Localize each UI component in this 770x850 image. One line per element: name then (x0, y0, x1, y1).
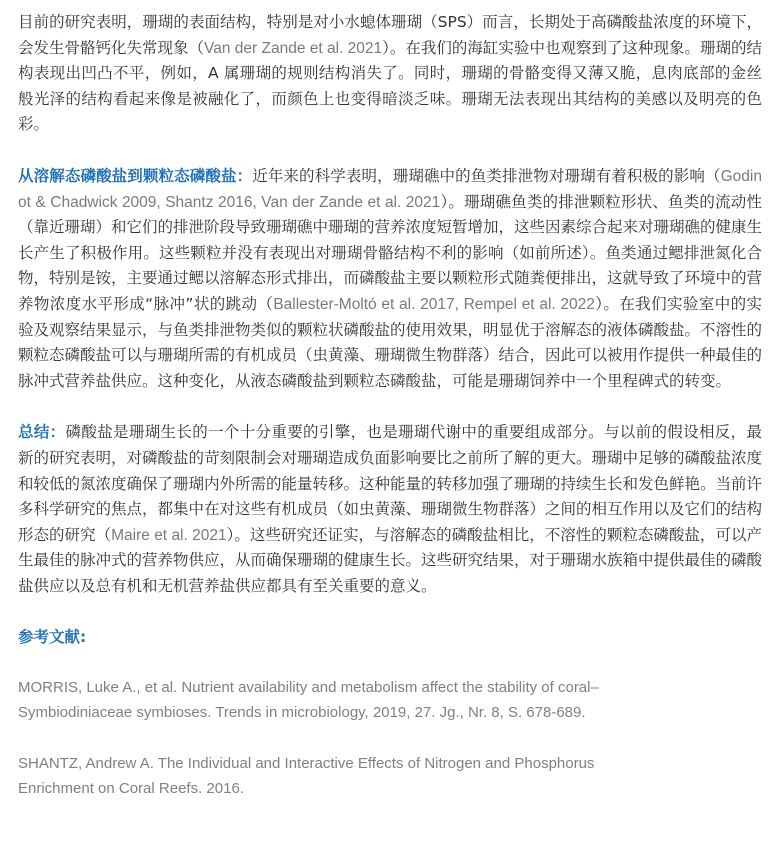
paragraph-text: 近年来的科学表明，珊瑚礁中的鱼类排泄物对珊瑚有着积极的影响（ (252, 166, 721, 185)
section-heading: 从溶解态磷酸盐到颗粒态磷酸盐： (18, 166, 253, 185)
reference-line: SHANTZ, Andrew A. The Individual and Interactive Effects of Nitrogen and Phosphorus (18, 755, 595, 773)
citation: Maire et al. 2021 (111, 526, 227, 544)
paragraph-text: 磷酸盐是珊瑚生长的一个十分重要的引擎，也是珊瑚代谢中的重要组成部分。与以前的假设相反，最新的研究表明，对磷酸盐的苛刻限制会对珊瑚造成负面影响要比之前所了解的更大。珊瑚中足够的磷酸盐浓度和较低的氮浓度确保了珊瑚内外所需的能量转移。这种能量的转移加强了珊瑚的持续生长和发色鲜艳。当前许多科学研究的焦点，都集中在对这些有机成员（如虫黄藻、珊瑚微生物群落）之间的相互作用以及它们的结构形态的研究（ (18, 423, 763, 544)
paragraph-text: ）。珊瑚礁鱼类的排泄颗粒形状、鱼类的流动性（靠近珊瑚）和它们的排泄阶段导致珊瑚礁中珊瑚的营养浓度短暂增加，这些因素综合起来对珊瑚礁的健康生长产生了积极作用。这些颗粒并没有表现出对珊瑚骨骼结构不利的影响（如前所述）。鱼类通过鳃排泄氮化合物，特别是铵，主要通过鳃以溶解态形式排出，而磷酸盐主要以颗粒形式随粪便排出，这就导致了环境中的营养物浓度水平形成“脉冲”状的跳动（ (18, 192, 763, 313)
paragraph-text: ）。这些研究还证实，与溶解态的磷酸盐相比，不溶性的颗粒态磷酸盐，可以产生最佳的脉冲式的营养物供应，从而确保珊瑚的健康生长。这些研究结果，对于珊瑚水族箱中提供最佳的磷酸盐供应以及总有机和无机营养盐供应都具有至关重要的意义。 (18, 525, 763, 595)
citation: Van der Zande et al. 2021 (204, 39, 383, 57)
article-body (18, 10, 762, 801)
citation: Godinot & Chadwick 2009, Shantz 2016, Van der Zande et al. 2021 (18, 167, 762, 211)
paragraph-summary (18, 420, 762, 599)
citation: Ballester-Moltó et al. 2017, Rempel et al. 2022 (273, 295, 595, 313)
reference-line: Symbiodiniaceae symbioses. Trends in microbiology, 2019, 27. Jg., Nr. 8, S. 678-689. (18, 704, 586, 722)
paragraph-dissolved-to-particulate (18, 164, 762, 394)
reference-line: Enrichment on Coral Reefs. 2016. (18, 780, 244, 798)
paragraph-text: ）。在我们实验室中的实验及观察结果显示，与鱼类排泄物类似的颗粒状磷酸盐的使用效果，明显优于溶解态的液体磷酸盐。不溶性的颗粒态磷酸盐可以与珊瑚所需的有机成员（虫黄藻、珊瑚微生物群落）结合，因此可以被用作提供一种最佳的脉冲式营养盐供应。这种变化，从液态磷酸盐到颗粒态磷酸盐，可能是珊瑚饲养中一个里程碑式的转变。 (18, 294, 763, 390)
reference-item (18, 675, 762, 725)
paragraph-text: 目前的研究表明，珊瑚的表面结构，特别是对小水螅体珊瑚（SPS）而言，长期处于高磷酸盐浓度的环境下，会发生骨骼钙化失常现象（ (18, 13, 762, 57)
reference-item (18, 751, 762, 801)
reference-line: MORRIS, Luke A., et al. Nutrient availability and metabolism affect the stability of coral– (18, 679, 599, 697)
references-heading: 参考文献: (18, 628, 87, 647)
section-heading: 总结： (18, 423, 66, 442)
paragraph-skeleton-effects (18, 10, 762, 138)
paragraph-text: ）。在我们的海缸实验中也观察到了这种现象。珊瑚的结构表现出凹凸不平，例如，A 属珊瑚的规则结构消失了。同时，珊瑚的骨骼变得又薄又脆，息肉底部的金丝般光泽的结构看起来像是被融化了，而颜色上也变得暗淡乏味。珊瑚无法表现出其结构的美感以及明亮的色彩。 (18, 38, 762, 134)
